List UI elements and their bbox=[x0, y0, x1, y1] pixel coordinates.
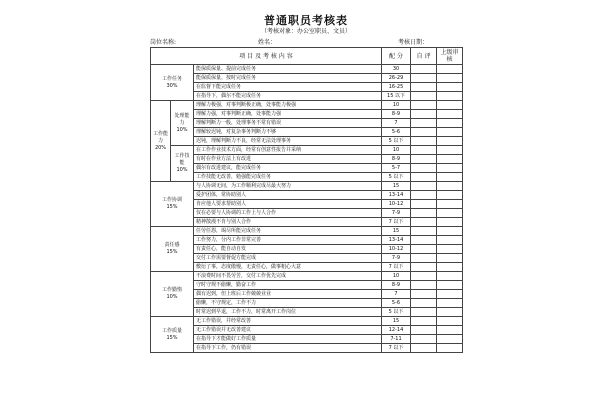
criterion-score: 7 以下 bbox=[382, 344, 411, 353]
self-score-cell[interactable] bbox=[411, 146, 437, 155]
criterion-score: 10 bbox=[382, 272, 411, 281]
table-row bbox=[151, 83, 463, 92]
criterion-text: 有责任心，能自动自发 bbox=[194, 245, 382, 254]
table-header-row bbox=[151, 48, 463, 65]
criterion-score: 13-14 bbox=[382, 236, 411, 245]
criterion-text: 在指导下工作，仍有错误 bbox=[194, 344, 382, 353]
criterion-score: 5-7 bbox=[382, 164, 411, 173]
supervisor-score-cell[interactable] bbox=[437, 173, 463, 182]
criterion-text: 工作努力，分内工作非常完善 bbox=[194, 236, 382, 245]
criterion-score: 10 bbox=[382, 101, 411, 110]
self-score-cell[interactable] bbox=[411, 209, 437, 218]
table-row bbox=[151, 281, 463, 290]
dept-label: 岗位名称: bbox=[150, 39, 177, 46]
criterion-score: 15 以下 bbox=[382, 92, 411, 101]
category-name: 责任感 bbox=[164, 242, 180, 248]
supervisor-score-cell[interactable] bbox=[437, 101, 463, 110]
category-weight: 30% bbox=[166, 82, 178, 89]
category-label bbox=[151, 227, 194, 272]
supervisor-score-cell[interactable] bbox=[437, 128, 463, 137]
self-score-cell[interactable] bbox=[411, 92, 437, 101]
criterion-score: 5-6 bbox=[382, 128, 411, 137]
supervisor-score-cell[interactable] bbox=[437, 65, 463, 74]
self-score-cell[interactable] bbox=[411, 200, 437, 209]
self-score-cell[interactable] bbox=[411, 128, 437, 137]
self-score-cell[interactable] bbox=[411, 254, 437, 263]
info-row bbox=[150, 37, 462, 47]
table-row bbox=[151, 272, 463, 281]
supervisor-score-cell[interactable] bbox=[437, 164, 463, 173]
category-label bbox=[151, 65, 194, 101]
category-name: 工作技能 bbox=[174, 153, 190, 166]
self-score-cell[interactable] bbox=[411, 245, 437, 254]
criterion-score: 10-12 bbox=[382, 200, 411, 209]
self-score-cell[interactable] bbox=[411, 119, 437, 128]
criterion-text: 时常迟到早退，工作不力，时常离开工作岗位 bbox=[194, 308, 382, 317]
self-score-cell[interactable] bbox=[411, 65, 437, 74]
criterion-score: 8-9 bbox=[382, 155, 411, 164]
supervisor-score-cell[interactable] bbox=[437, 74, 463, 83]
self-score-cell[interactable] bbox=[411, 182, 437, 191]
form-subtitle: （考核对象：办公室职员、文员） bbox=[260, 28, 351, 35]
self-score-cell[interactable] bbox=[411, 317, 437, 326]
criterion-score: 15 bbox=[382, 227, 411, 236]
criterion-score: 5 以下 bbox=[382, 308, 411, 317]
self-score-cell[interactable] bbox=[411, 173, 437, 182]
category-weight: 15% bbox=[166, 204, 178, 210]
category-name: 工作勤惰 bbox=[161, 287, 182, 293]
supervisor-score-cell[interactable] bbox=[437, 209, 463, 218]
table-row bbox=[151, 326, 463, 335]
criterion-score: 7-9 bbox=[382, 254, 411, 263]
table-row bbox=[151, 137, 463, 146]
table-row bbox=[151, 110, 463, 119]
supervisor-score-cell[interactable] bbox=[437, 308, 463, 317]
criterion-score: 12-14 bbox=[382, 326, 411, 335]
table-row bbox=[151, 200, 463, 209]
self-score-cell[interactable] bbox=[411, 299, 437, 308]
self-score-cell[interactable] bbox=[411, 191, 437, 200]
criterion-score: 15 bbox=[382, 317, 411, 326]
category-label bbox=[151, 272, 194, 317]
criterion-text: 理解力强，对事判断正确，处事能力强 bbox=[194, 110, 382, 119]
criterion-text: 有时在作业方法上有改进 bbox=[194, 155, 382, 164]
category-name: 工作能力 bbox=[153, 130, 169, 144]
criterion-text: 爱护团体，常协助别人 bbox=[194, 191, 382, 200]
criterion-score: 5 以下 bbox=[382, 137, 411, 146]
table-row bbox=[151, 182, 463, 191]
self-score-cell[interactable] bbox=[411, 281, 437, 290]
table-row bbox=[151, 173, 463, 182]
criterion-score: 10 bbox=[382, 146, 411, 155]
criterion-text: 敷衍了事，态度傲慢，无责任心，做事粗心大意 bbox=[194, 263, 382, 272]
table-row bbox=[151, 191, 463, 200]
self-score-cell[interactable] bbox=[411, 227, 437, 236]
criterion-text: 偷懒，不守规定，工作不力 bbox=[194, 299, 382, 308]
criterion-score: 10-12 bbox=[382, 245, 411, 254]
criterion-text: 在工作作业技术方面，经常有创意性报告并采纳 bbox=[194, 146, 382, 155]
self-score-cell[interactable] bbox=[411, 101, 437, 110]
self-score-cell[interactable] bbox=[411, 110, 437, 119]
criterion-score: 16-25 bbox=[382, 83, 411, 92]
category-label bbox=[151, 101, 171, 182]
supervisor-score-cell[interactable] bbox=[437, 263, 463, 272]
criterion-text: 守时守规不偷懒，勤奋工作 bbox=[194, 281, 382, 290]
table-row bbox=[151, 218, 463, 227]
supervisor-score-cell[interactable] bbox=[437, 326, 463, 335]
supervisor-score-cell[interactable] bbox=[437, 227, 463, 236]
supervisor-score-cell[interactable] bbox=[437, 344, 463, 353]
supervisor-score-cell[interactable] bbox=[437, 245, 463, 254]
self-score-cell[interactable] bbox=[411, 290, 437, 299]
category-weight: 15% bbox=[166, 334, 178, 341]
self-score-cell[interactable] bbox=[411, 344, 437, 353]
criterion-score: 8-9 bbox=[382, 110, 411, 119]
table-row bbox=[151, 317, 463, 326]
criterion-text: 任劳任怨，竭尽所能完成任务 bbox=[194, 227, 382, 236]
table-row bbox=[151, 308, 463, 317]
criterion-text: 理解力极强，对事判断极正确，处事能力极强 bbox=[194, 101, 382, 110]
table-row bbox=[151, 74, 463, 83]
table-row bbox=[151, 236, 463, 245]
appraisal-form bbox=[150, 0, 462, 400]
table-row bbox=[151, 227, 463, 236]
criterion-text: 仅在必要与人协调的工作上与人合作 bbox=[194, 209, 382, 218]
criterion-text: 迟钝，理解判断力不良，经常无法处理事务 bbox=[194, 137, 382, 146]
supervisor-score-cell[interactable] bbox=[437, 182, 463, 191]
category-weight: 10% bbox=[176, 126, 188, 133]
criterion-text: 不浪费时间不畏劳苦，交付工作优先完成 bbox=[194, 272, 382, 281]
table-row bbox=[151, 101, 463, 110]
supervisor-score-cell[interactable] bbox=[437, 236, 463, 245]
supervisor-score-cell[interactable] bbox=[437, 92, 463, 101]
criterion-score: 7-9 bbox=[382, 209, 411, 218]
criterion-text: 工作技能无改善，勉强能完成任务 bbox=[194, 173, 382, 182]
self-score-cell[interactable] bbox=[411, 164, 437, 173]
criterion-score: 13-14 bbox=[382, 191, 411, 200]
category-label bbox=[171, 101, 194, 146]
self-score-cell[interactable] bbox=[411, 83, 437, 92]
table-row bbox=[151, 209, 463, 218]
table-row bbox=[151, 245, 463, 254]
self-score-cell[interactable] bbox=[411, 308, 437, 317]
category-weight: 15% bbox=[166, 249, 178, 255]
criterion-text: 在指导下才能做好工作质量 bbox=[194, 335, 382, 344]
criterion-text: 肯应他人要求帮助别人 bbox=[194, 200, 382, 209]
supervisor-score-cell[interactable] bbox=[437, 272, 463, 281]
item-header: 项 目 及 考 核 内 容 bbox=[151, 48, 382, 65]
supervisor-score-cell[interactable] bbox=[437, 335, 463, 344]
supervisor-score-cell[interactable] bbox=[437, 155, 463, 164]
criterion-score: 7-11 bbox=[382, 335, 411, 344]
date-label: 考核日期： bbox=[398, 39, 429, 46]
supervisor-score-cell[interactable] bbox=[437, 218, 463, 227]
supervisor-score-cell[interactable] bbox=[437, 146, 463, 155]
self-score-cell[interactable] bbox=[411, 155, 437, 164]
supervisor-header: 上级审核 bbox=[437, 48, 463, 65]
self-score-cell[interactable] bbox=[411, 263, 437, 272]
table-row bbox=[151, 146, 463, 155]
table-row bbox=[151, 164, 463, 173]
criterion-text: 与人协调无间，为工作顺利完成尽最大努力 bbox=[194, 182, 382, 191]
self-header: 自 评 bbox=[411, 48, 437, 65]
criterion-text: 偶有迟到，但上班后工作兢兢业业 bbox=[194, 290, 382, 299]
supervisor-score-cell[interactable] bbox=[437, 83, 463, 92]
supervisor-score-cell[interactable] bbox=[437, 299, 463, 308]
criterion-score: 7 以下 bbox=[382, 263, 411, 272]
criterion-text: 偶尔有改进建议，能完成任务 bbox=[194, 164, 382, 173]
supervisor-score-cell[interactable] bbox=[437, 137, 463, 146]
category-weight: 10% bbox=[166, 294, 178, 300]
criterion-text: 能保质保量、按时完成任务 bbox=[194, 74, 382, 83]
category-name: 处理能力 bbox=[174, 112, 190, 126]
self-score-cell[interactable] bbox=[411, 236, 437, 245]
category-weight: 10% bbox=[176, 167, 188, 173]
table-row bbox=[151, 128, 463, 137]
criterion-score: 30 bbox=[382, 65, 411, 74]
criterion-text: 无工作错误，并经常改善 bbox=[194, 317, 382, 326]
supervisor-score-cell[interactable] bbox=[437, 317, 463, 326]
supervisor-score-cell[interactable] bbox=[437, 191, 463, 200]
form-title: 普通职员考核表 bbox=[264, 14, 348, 27]
table-row bbox=[151, 155, 463, 164]
table-row bbox=[151, 92, 463, 101]
table-row bbox=[151, 290, 463, 299]
criterion-text: 交付工作需要督促方能完成 bbox=[194, 254, 382, 263]
criterion-score: 5-6 bbox=[382, 299, 411, 308]
supervisor-score-cell[interactable] bbox=[437, 119, 463, 128]
category-name: 工作任务 bbox=[161, 75, 182, 82]
supervisor-score-cell[interactable] bbox=[437, 200, 463, 209]
category-name: 工作质量 bbox=[161, 327, 182, 334]
criterion-score: 7 bbox=[382, 290, 411, 299]
criterion-score: 8-9 bbox=[382, 281, 411, 290]
criterion-text: 精神散漫不肯与别人合作 bbox=[194, 218, 382, 227]
supervisor-score-cell[interactable] bbox=[437, 110, 463, 119]
category-weight: 20% bbox=[154, 144, 167, 151]
category-label bbox=[171, 146, 194, 182]
self-score-cell[interactable] bbox=[411, 335, 437, 344]
criterion-text: 在监督下能完成任务 bbox=[194, 83, 382, 92]
supervisor-score-cell[interactable] bbox=[437, 254, 463, 263]
appraisal-table bbox=[150, 47, 463, 353]
self-score-cell[interactable] bbox=[411, 326, 437, 335]
table-row bbox=[151, 335, 463, 344]
criterion-text: 在指导下，偶尔不能完成任务 bbox=[194, 92, 382, 101]
category-label bbox=[151, 182, 194, 227]
table-row bbox=[151, 299, 463, 308]
table-row bbox=[151, 65, 463, 74]
criterion-score: 7 bbox=[382, 119, 411, 128]
criterion-text: 理解较迟钝，对复杂事务判断力不够 bbox=[194, 128, 382, 137]
table-row bbox=[151, 254, 463, 263]
criterion-text: 无工作错误并无改善建议 bbox=[194, 326, 382, 335]
category-name: 工作协调 bbox=[161, 197, 182, 203]
criterion-score: 5 以下 bbox=[382, 173, 411, 182]
table-row bbox=[151, 119, 463, 128]
criterion-score: 26-29 bbox=[382, 74, 411, 83]
self-score-cell[interactable] bbox=[411, 137, 437, 146]
criterion-text: 理解判断力一般，处理事务不常有错误 bbox=[194, 119, 382, 128]
supervisor-score-cell[interactable] bbox=[437, 281, 463, 290]
name-label: 姓名： bbox=[258, 39, 277, 46]
table-row bbox=[151, 263, 463, 272]
self-score-cell[interactable] bbox=[411, 272, 437, 281]
table-row bbox=[151, 344, 463, 353]
self-score-cell[interactable] bbox=[411, 218, 437, 227]
supervisor-score-cell[interactable] bbox=[437, 290, 463, 299]
criterion-score: 15 bbox=[382, 182, 411, 191]
criterion-text: 能保质保量、提前完成任务 bbox=[194, 65, 382, 74]
category-label bbox=[151, 317, 194, 353]
self-score-cell[interactable] bbox=[411, 74, 437, 83]
points-header: 配 分 bbox=[382, 48, 411, 65]
criterion-score: 7 以下 bbox=[382, 218, 411, 227]
